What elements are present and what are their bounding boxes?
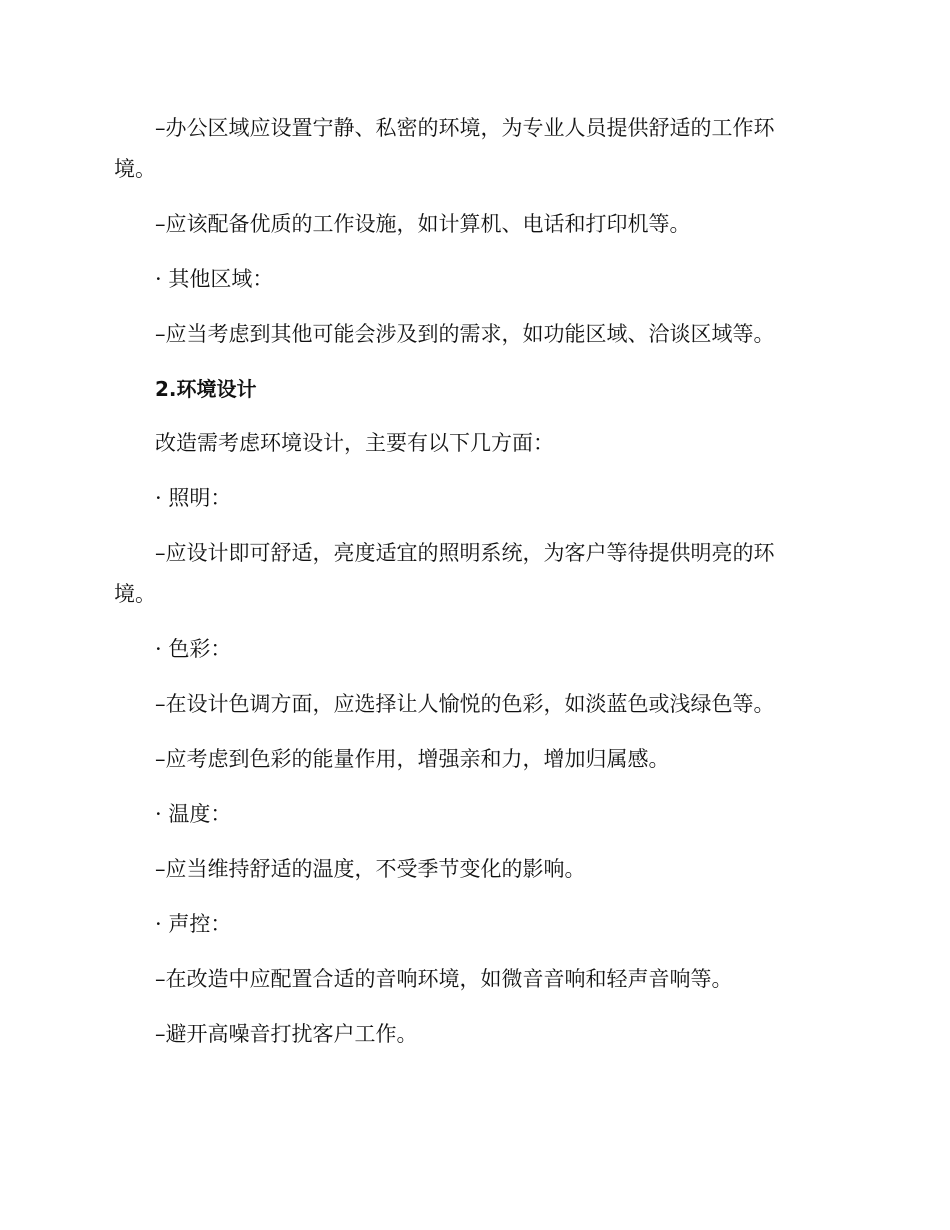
paragraph-line: –应考虑到色彩的能量作用，增强亲和力，增加归属感。 — [155, 747, 670, 771]
paragraph-line: –应当维持舒适的温度，不受季节变化的影响。 — [155, 857, 586, 881]
paragraph-line: –应当考虑到其他可能会涉及到的需求，如功能区域、洽谈区域等。 — [155, 322, 775, 346]
paragraph-line: –办公区域应设置宁静、私密的环境，为专业人员提供舒适的工作环 — [155, 116, 775, 140]
paragraph-line: –在设计色调方面，应选择让人愉悦的色彩，如淡蓝色或浅绿色等。 — [155, 692, 775, 716]
bullet-item: · 照明： — [155, 486, 232, 510]
paragraph-line: 改造需考虑环境设计，主要有以下几方面： — [155, 431, 554, 455]
paragraph-line: –在改造中应配置合适的音响环境，如微音音响和轻声音响等。 — [155, 967, 733, 991]
section-heading: 2.环境设计 — [155, 377, 257, 401]
bullet-item: · 色彩： — [155, 637, 232, 661]
paragraph-line: –避开高噪音打扰客户工作。 — [155, 1022, 418, 1046]
paragraph-line: 境。 — [114, 582, 156, 606]
paragraph-line: –应设计即可舒适，亮度适宜的照明系统，为客户等待提供明亮的环 — [155, 541, 775, 565]
bullet-item: · 声控： — [155, 912, 232, 936]
paragraph-line: –应该配备优质的工作设施，如计算机、电话和打印机等。 — [155, 212, 691, 236]
paragraph-line: 境。 — [114, 157, 156, 181]
bullet-item: · 其他区域： — [155, 267, 274, 291]
bullet-item: · 温度： — [155, 802, 232, 826]
